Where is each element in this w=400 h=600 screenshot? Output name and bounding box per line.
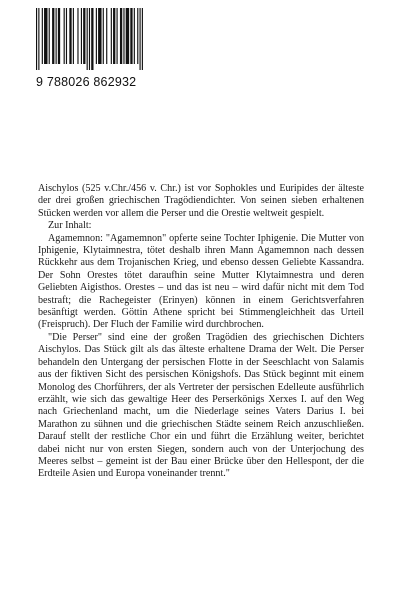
barcode-bar [56, 8, 57, 64]
barcode-bar [103, 8, 104, 64]
barcode-bar [126, 8, 129, 64]
barcode-bar [87, 8, 88, 70]
barcode-bar [52, 8, 54, 64]
barcode-bar [106, 8, 107, 64]
contents-heading: Zur Inhalt: [48, 220, 92, 232]
barcode-bar [44, 8, 47, 64]
barcode-bar [134, 8, 135, 64]
back-cover-text [38, 183, 364, 481]
author-intro-paragraph: Aischylos (525 v.Chr./456 v. Chr.) ist vor Sophokles und Euripides der älteste der drei großen griechischen Tragödiendichter. Von seinen sieben erhaltenen Stücken werden vor allem die Perser und die Orestie weltweit gespielt. [38, 183, 364, 219]
isbn-barcode [30, 0, 154, 92]
barcode-bar [111, 8, 112, 64]
barcode-bar [117, 8, 118, 64]
barcode-bar [81, 8, 82, 64]
isbn-number: 9 788026 862932 [36, 75, 137, 89]
barcode-bar [123, 8, 124, 64]
barcode-bar [89, 8, 90, 70]
perser-summary-paragraph: "Die Perser" sind eine der großen Tragödien des griechischen Dichters Aischylos. Das Stück gilt als das älteste erhaltene Drama der Welt. Die Perser behandeln den Untergang der persischen Flotte in der Seeschlacht von Salamis aus der fiktiven Sicht des persischen Königshofs. Das Stück beginnt mit einem Monolog des Chorführers, der als Vertreter der persischen Edelleute ausführlich erzählt, wie sich das gewaltige Heer des Perserkönigs Xerxes I. auf den Weg nach Griechenland macht, um die Niederlage seines Vaters Darius I. bei Marathon zu sühnen und die griechischen Städte seinem Reich anzuschließen. Darauf stellt der restliche Chor ein und führt die Erzählung weiter, berichtet dabei nicht nur von ersten Siegen, sondern auch von der Unterjochung des Meeres selbst – gemeint ist der Bau einer Brücke über den Hellespont, der die Erdteile Asien und Europa voneinander trennt." [38, 331, 364, 480]
barcode-bar [140, 8, 141, 70]
barcode-bar [83, 8, 85, 64]
barcode-bar [91, 8, 93, 70]
barcode-bar [137, 8, 138, 64]
barcode-bar [64, 8, 65, 64]
barcode-bar [113, 8, 115, 64]
agamemnon-summary-paragraph: Agamemnon: "Agamemnon" opferte seine Tochter Iphigenie. Die Mutter von Iphigenie, Klytaimnestra, tötet deshalb ihren Mann Agamemnon nach dessen Rückkehr aus dem Trojanischen Krieg, und ebenso dessen Geliebte Kassandra. Der Sohn Orestes tötet daraufhin seine Mutter Klytaimnestra und deren Geliebten Aigisthos. Orestes – und das ist neu – wird dafür nicht mit dem Tod bestraft; die Rachegeister (Erinyen) können in einem Gerichtsverfahren besänftigt werden. Göttin Athene spricht bei Stimmengleichheit das Urteil (Freispruch). Der Fluch der Familie wird durchbrochen. [38, 232, 364, 331]
barcode-bar [69, 8, 71, 64]
barcode-bar [142, 8, 143, 70]
barcode-bar [58, 8, 60, 64]
barcode-bar [96, 8, 97, 64]
barcode-bar [66, 8, 67, 64]
barcode-bar [42, 8, 43, 64]
barcode-bar [98, 8, 101, 64]
barcode-bar [36, 8, 37, 70]
barcode-bars [32, 8, 154, 70]
barcode-bar [77, 8, 78, 64]
barcode-bar [130, 8, 132, 64]
barcode-bar [120, 8, 122, 64]
barcode-bar [73, 8, 74, 64]
barcode-bar [49, 8, 50, 64]
barcode-bar [38, 8, 39, 70]
